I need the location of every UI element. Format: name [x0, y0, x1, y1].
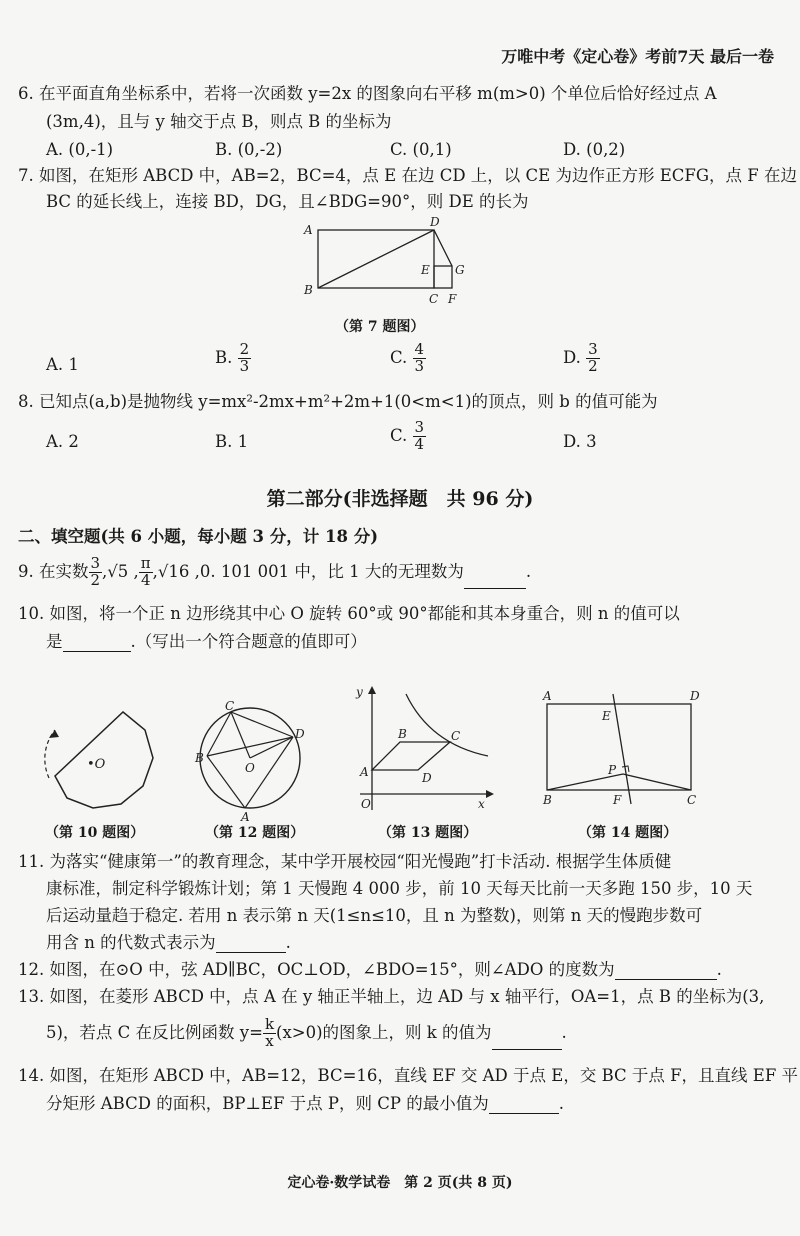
q8-option-c: C. $\frac{3}{4}$ — [390, 418, 425, 453]
label-d: D — [430, 216, 440, 229]
q13-line1: 13. 如图，在菱形 ABCD 中，点 A 在 y 轴正半轴上，边 AD 与 x 轴平行，OA=1，点 B 的坐标为(3, — [18, 987, 765, 1006]
q11-line2: 康标准，制定科学锻炼计划；第 1 天慢跑 4 000 步，前 10 天每天比前一天多跑 150 步，10 天 — [46, 879, 753, 898]
rectangle-abcd — [547, 704, 691, 790]
label-e: E — [602, 709, 611, 723]
q11-line4: 用含 n 的代数式表示为 . — [46, 933, 291, 952]
label-f: F — [448, 292, 457, 306]
label-y: y — [356, 685, 363, 699]
x-arrow-icon — [486, 790, 494, 798]
label-a: A — [241, 810, 250, 823]
label-p: P — [608, 763, 617, 777]
center-o-label: •O — [87, 757, 106, 772]
q10-figure — [25, 700, 165, 825]
q10-line1: 10. 如图，将一个正 n 边形绕其中心 O 旋转 60°或 90°都能和其本身重合，则 n 的值可以 — [18, 604, 680, 623]
q9-line: 9. 在实数 $\frac{3}{2}$ ,√5 , $\frac{\pi}{4}$ ,√16 ,0. 101 001 中，比 1 大的无理数为 . — [18, 554, 532, 589]
page-header: 万唯中考《定心卷》考前7天 最后一卷 — [501, 47, 774, 66]
q7-line1: 7. 如图，在矩形 ABCD 中，AB=2，BC=4，点 E 在边 CD 上，以 CE 为边作正方形 ECFG，点 F 在边 — [18, 166, 797, 185]
segment-dg — [434, 230, 452, 266]
label-d: D — [690, 689, 700, 703]
q13-answer-blank — [492, 1049, 562, 1050]
q6-line1: 6. 在平面直角坐标系中，若将一次函数 y=2x 的图象向右平移 m(m>0) 个单位后恰好经过点 A — [18, 84, 717, 103]
label-o: O — [245, 761, 255, 775]
q13-figure — [352, 682, 497, 822]
q11-line3: 后运动量趋于稳定. 若用 n 表示第 n 天(1≤n≤10，且 n 为整数)，则第 n 天的慢跑步数可 — [46, 906, 703, 925]
q12-answer-blank — [615, 979, 717, 980]
label-d: D — [295, 727, 305, 741]
q6-option-b: B. (0,-2) — [215, 140, 283, 159]
label-o: O — [361, 797, 371, 811]
q7-caption: （第 7 题图） — [335, 319, 425, 335]
page-footer: 定心卷·数学试卷 第 2 页(共 8 页) — [287, 1175, 513, 1191]
y-arrow-icon — [368, 686, 376, 694]
q9-answer-blank — [464, 588, 526, 589]
label-d: D — [422, 771, 432, 785]
section2-title: 第二部分(非选择题 共 96 分) — [266, 488, 534, 510]
q6-option-d: D. (0,2) — [563, 140, 626, 159]
label-g: G — [455, 263, 465, 277]
label-b: B — [398, 727, 407, 741]
q12-caption: （第 12 题图） — [205, 825, 305, 841]
label-x: x — [478, 797, 485, 811]
label-a: A — [304, 223, 313, 237]
fill-blank-title: 二、填空题(共 6 小题，每小题 3 分，计 18 分) — [18, 527, 379, 546]
label-c: C — [451, 729, 461, 743]
square-ecfg — [434, 266, 452, 288]
q10-answer-blank — [63, 651, 131, 652]
segment-pc — [623, 774, 691, 790]
label-c: C — [429, 292, 439, 306]
q14-line1: 14. 如图，在矩形 ABCD 中，AB=12，BC=16，直线 EF 交 AD 于点 E，交 BC 于点 F，且直线 EF 平 — [18, 1066, 799, 1085]
line-ef — [613, 694, 631, 804]
q7-option-d: D. $\frac{3}{2}$ — [563, 340, 598, 375]
q14-answer-blank — [489, 1113, 559, 1114]
q11-line1: 11. 为落实“健康第一”的教育理念，某中学开展校园“阳光慢跑”打卡活动. 根据学生体质健 — [18, 852, 672, 871]
q7-figure — [290, 216, 480, 316]
label-a: A — [543, 689, 552, 703]
q13-caption: （第 13 题图） — [378, 825, 478, 841]
segment-bd — [318, 230, 434, 288]
label-b: B — [195, 751, 204, 765]
rhombus-abcd — [372, 742, 450, 770]
q11-answer-blank — [216, 952, 286, 953]
label-f: F — [613, 793, 622, 807]
label-b: B — [304, 283, 313, 297]
q6-option-a: A. (0,-1) — [46, 140, 114, 159]
q14-figure — [535, 686, 707, 811]
q14-line2: 分矩形 ABCD 的面积，BP⊥EF 于点 P，则 CP 的最小值为 . — [46, 1094, 564, 1113]
q8-option-b: B. 1 — [215, 432, 249, 451]
q10-line2: 是 .（写出一个符合题意的值即可） — [46, 632, 367, 651]
q12-figure — [185, 698, 320, 823]
q7-option-a: A. 1 — [46, 355, 79, 374]
hyperbola-curve — [406, 694, 488, 756]
label-c: C — [687, 793, 697, 807]
q6-option-c: C. (0,1) — [390, 140, 452, 159]
label-e: E — [421, 263, 430, 277]
label-c: C — [225, 699, 235, 713]
q13-line2: 5)，若点 C 在反比例函数 y= $\frac{k}{x}$ (x>0)的图象上，则 k 的值为 . — [46, 1015, 567, 1050]
q14-caption: （第 14 题图） — [578, 825, 678, 841]
q7-option-b: B. $\frac{2}{3}$ — [215, 340, 250, 375]
label-b: B — [543, 793, 552, 807]
label-a: A — [360, 765, 369, 779]
q8-line1: 8. 已知点(a,b)是抛物线 y=mx²-2mx+m²+2m+1(0<m<1)的顶点，则 b 的值可能为 — [18, 392, 658, 411]
q7-line2: BC 的延长线上，连接 BD，DG，且∠BDG=90°，则 DE 的长为 — [46, 192, 529, 211]
q8-option-d: D. 3 — [563, 432, 597, 451]
q10-caption: （第 10 题图） — [45, 825, 145, 841]
q7-option-c: C. $\frac{4}{3}$ — [390, 340, 425, 375]
q6-line2: (3m,4)，且与 y 轴交于点 B，则点 B 的坐标为 — [46, 112, 392, 131]
q8-option-a: A. 2 — [46, 432, 79, 451]
q12-line: 12. 如图，在⊙O 中，弦 AD∥BC，OC⊥OD，∠BDO=15°，则∠ADO 的度数为 . — [18, 960, 722, 979]
